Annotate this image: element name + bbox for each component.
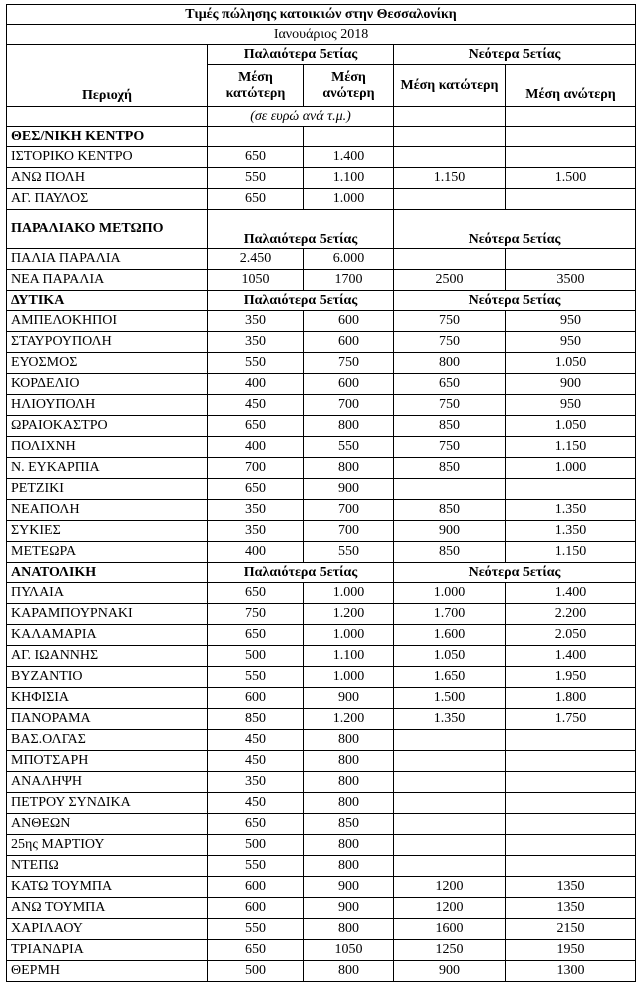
table-row bbox=[7, 688, 636, 709]
newer-avg-high: 1350 bbox=[506, 877, 636, 898]
area-name: ΑΝΑΛΗΨΗ bbox=[7, 772, 208, 793]
table-row bbox=[7, 772, 636, 793]
price-table bbox=[6, 4, 636, 982]
older-avg-low: 650 bbox=[208, 479, 304, 500]
newer-avg-high: 1.950 bbox=[506, 667, 636, 688]
older-avg-low: 550 bbox=[208, 353, 304, 374]
section-header-row bbox=[7, 563, 636, 583]
newer-avg-high: 900 bbox=[506, 374, 636, 395]
newer-avg-low: 1.600 bbox=[394, 625, 506, 646]
newer-avg-low bbox=[394, 730, 506, 751]
area-name: ΤΡΙΑΝΔΡΙΑ bbox=[7, 940, 208, 961]
table-row bbox=[7, 709, 636, 730]
newer-avg-low: 850 bbox=[394, 500, 506, 521]
area-name: ΧΑΡΙΛΑΟΥ bbox=[7, 919, 208, 940]
older-avg-low: 650 bbox=[208, 583, 304, 604]
newer-avg-high: 1.000 bbox=[506, 458, 636, 479]
newer-avg-low bbox=[394, 835, 506, 856]
newer-avg-high bbox=[506, 835, 636, 856]
table-row bbox=[7, 395, 636, 416]
newer-avg-high: 3500 bbox=[506, 270, 636, 291]
older-avg-low: 650 bbox=[208, 625, 304, 646]
older-avg-high: 800 bbox=[304, 458, 394, 479]
newer-avg-low: 1.650 bbox=[394, 667, 506, 688]
newer-avg-high: 2150 bbox=[506, 919, 636, 940]
older-avg-low: 750 bbox=[208, 604, 304, 625]
newer-avg-high-header: Μέση ανώτερη bbox=[506, 65, 636, 107]
table-row bbox=[7, 416, 636, 437]
older-avg-low: 600 bbox=[208, 688, 304, 709]
area-name: ΑΓ. ΠΑΥΛΟΣ bbox=[7, 189, 208, 210]
older-avg-high: 1.000 bbox=[304, 625, 394, 646]
older-avg-high-header: Μέση ανώτερη bbox=[304, 65, 394, 107]
newer-avg-low bbox=[394, 147, 506, 168]
older-avg-low: 400 bbox=[208, 374, 304, 395]
older-avg-high: 1.100 bbox=[304, 168, 394, 189]
area-name: ΒΑΣ.ΟΛΓΑΣ bbox=[7, 730, 208, 751]
newer-avg-high bbox=[506, 814, 636, 835]
older-avg-low: 550 bbox=[208, 667, 304, 688]
newer-avg-high: 1.400 bbox=[506, 646, 636, 667]
older-avg-high: 800 bbox=[304, 961, 394, 982]
newer-avg-high: 950 bbox=[506, 332, 636, 353]
area-name: ΚΑΤΩ ΤΟΥΜΠΑ bbox=[7, 877, 208, 898]
unit-note: (σε ευρώ ανά τ.μ.) bbox=[208, 107, 394, 127]
newer-avg-low: 1.050 bbox=[394, 646, 506, 667]
older-avg-high: 700 bbox=[304, 521, 394, 542]
older-avg-low: 500 bbox=[208, 835, 304, 856]
newer-avg-high: 950 bbox=[506, 395, 636, 416]
older-avg-low: 1050 bbox=[208, 270, 304, 291]
table-row bbox=[7, 646, 636, 667]
area-name: ΚΑΛΑΜΑΡΙΑ bbox=[7, 625, 208, 646]
newer-avg-high: 1.150 bbox=[506, 542, 636, 563]
newer-avg-high bbox=[506, 793, 636, 814]
table-row bbox=[7, 353, 636, 374]
newer-avg-high: 1350 bbox=[506, 898, 636, 919]
newer-avg-high: 1.800 bbox=[506, 688, 636, 709]
newer-avg-high: 1.400 bbox=[506, 583, 636, 604]
area-name: ΚΗΦΙΣΙΑ bbox=[7, 688, 208, 709]
newer-avg-high: 1950 bbox=[506, 940, 636, 961]
older-avg-high: 700 bbox=[304, 500, 394, 521]
area-name: ΑΓ. ΙΩΑΝΝΗΣ bbox=[7, 646, 208, 667]
older-avg-high: 6.000 bbox=[304, 249, 394, 270]
newer-avg-low: 1.700 bbox=[394, 604, 506, 625]
older-avg-low: 500 bbox=[208, 646, 304, 667]
newer-avg-low bbox=[394, 189, 506, 210]
table-row bbox=[7, 500, 636, 521]
empty-cell bbox=[208, 127, 304, 147]
newer-avg-high bbox=[506, 479, 636, 500]
newer-avg-low bbox=[394, 751, 506, 772]
section-name: ΔΥΤΙΚΑ bbox=[7, 291, 208, 311]
section-header-row bbox=[7, 210, 636, 249]
newer-avg-high: 2.050 bbox=[506, 625, 636, 646]
unit-spacer bbox=[394, 107, 506, 127]
older-avg-low: 650 bbox=[208, 189, 304, 210]
older-avg-low: 350 bbox=[208, 500, 304, 521]
older-avg-high: 1.000 bbox=[304, 189, 394, 210]
older-avg-low: 550 bbox=[208, 919, 304, 940]
section-older-label: Παλαιότερα 5ετίας bbox=[208, 563, 394, 583]
newer-avg-low: 1.000 bbox=[394, 583, 506, 604]
newer-avg-high: 1.050 bbox=[506, 353, 636, 374]
table-row bbox=[7, 249, 636, 270]
newer-avg-low: 1600 bbox=[394, 919, 506, 940]
older-avg-low: 500 bbox=[208, 961, 304, 982]
older-avg-high: 800 bbox=[304, 919, 394, 940]
newer-avg-high: 1.500 bbox=[506, 168, 636, 189]
older-avg-high: 900 bbox=[304, 898, 394, 919]
newer-avg-high bbox=[506, 772, 636, 793]
table-row bbox=[7, 793, 636, 814]
area-name: ΠΑΛΙΑ ΠΑΡΑΛΙΑ bbox=[7, 249, 208, 270]
newer-avg-low: 1.150 bbox=[394, 168, 506, 189]
newer-avg-low: 1.350 bbox=[394, 709, 506, 730]
area-name: ΠΕΤΡΟΥ ΣΥΝΔΙΚΑ bbox=[7, 793, 208, 814]
area-name: ΜΕΤΕΩΡΑ bbox=[7, 542, 208, 563]
newer-avg-low: 650 bbox=[394, 374, 506, 395]
newer-avg-high: 1300 bbox=[506, 961, 636, 982]
older-avg-low: 850 bbox=[208, 709, 304, 730]
older-avg-low: 600 bbox=[208, 877, 304, 898]
section-header-row bbox=[7, 291, 636, 311]
older-avg-low: 2.450 bbox=[208, 249, 304, 270]
empty-cell bbox=[394, 127, 506, 147]
newer-avg-high bbox=[506, 730, 636, 751]
older-avg-high: 550 bbox=[304, 437, 394, 458]
older-avg-high: 800 bbox=[304, 856, 394, 877]
older-avg-high: 550 bbox=[304, 542, 394, 563]
area-name: ΑΝΩ ΤΟΥΜΠΑ bbox=[7, 898, 208, 919]
table-row bbox=[7, 374, 636, 395]
area-name: ΒΥΖΑΝΤΙΟ bbox=[7, 667, 208, 688]
table-row bbox=[7, 521, 636, 542]
table-date: Ιανουάριος 2018 bbox=[7, 25, 636, 45]
older-avg-low: 350 bbox=[208, 311, 304, 332]
section-name: ΑΝΑΤΟΛΙΚΗ bbox=[7, 563, 208, 583]
older-avg-low: 400 bbox=[208, 542, 304, 563]
older-avg-high: 600 bbox=[304, 374, 394, 395]
newer-header: Νεότερα 5ετίας bbox=[394, 45, 636, 65]
unit-spacer bbox=[7, 107, 208, 127]
older-avg-high: 800 bbox=[304, 793, 394, 814]
newer-avg-low: 800 bbox=[394, 353, 506, 374]
newer-avg-low: 750 bbox=[394, 311, 506, 332]
newer-avg-low: 750 bbox=[394, 437, 506, 458]
table-row bbox=[7, 667, 636, 688]
newer-avg-high bbox=[506, 189, 636, 210]
newer-avg-low: 900 bbox=[394, 961, 506, 982]
older-avg-high: 750 bbox=[304, 353, 394, 374]
newer-avg-high bbox=[506, 751, 636, 772]
older-avg-low: 600 bbox=[208, 898, 304, 919]
table-row bbox=[7, 311, 636, 332]
newer-avg-high bbox=[506, 856, 636, 877]
older-header: Παλαιότερα 5ετίας bbox=[208, 45, 394, 65]
older-avg-high: 600 bbox=[304, 332, 394, 353]
newer-avg-high: 1.350 bbox=[506, 500, 636, 521]
table-row bbox=[7, 898, 636, 919]
newer-avg-low: 750 bbox=[394, 395, 506, 416]
section-header-row bbox=[7, 127, 636, 147]
older-avg-low: 350 bbox=[208, 332, 304, 353]
section-newer-label: Νεότερα 5ετίας bbox=[394, 210, 636, 249]
older-avg-low: 700 bbox=[208, 458, 304, 479]
table-row bbox=[7, 877, 636, 898]
older-avg-low: 650 bbox=[208, 416, 304, 437]
area-name: ΠΥΛΑΙΑ bbox=[7, 583, 208, 604]
table-row bbox=[7, 189, 636, 210]
newer-avg-low bbox=[394, 772, 506, 793]
newer-avg-high: 950 bbox=[506, 311, 636, 332]
table-row bbox=[7, 147, 636, 168]
area-name: ΑΝΘΕΩΝ bbox=[7, 814, 208, 835]
older-avg-high: 1.000 bbox=[304, 667, 394, 688]
older-avg-low: 400 bbox=[208, 437, 304, 458]
older-avg-high: 1700 bbox=[304, 270, 394, 291]
newer-avg-high: 1.750 bbox=[506, 709, 636, 730]
area-name: ΚΟΡΔΕΛΙΟ bbox=[7, 374, 208, 395]
area-name: 25ης ΜΑΡΤΙΟΥ bbox=[7, 835, 208, 856]
newer-avg-low bbox=[394, 814, 506, 835]
table-row bbox=[7, 604, 636, 625]
area-name: ΣΤΑΥΡΟΥΠΟΛΗ bbox=[7, 332, 208, 353]
newer-avg-low: 850 bbox=[394, 458, 506, 479]
area-name: ΝΕΑ ΠΑΡΑΛΙΑ bbox=[7, 270, 208, 291]
area-name: ΣΥΚΙΕΣ bbox=[7, 521, 208, 542]
older-avg-low: 650 bbox=[208, 940, 304, 961]
older-avg-low: 650 bbox=[208, 147, 304, 168]
older-avg-high: 850 bbox=[304, 814, 394, 835]
older-avg-high: 1.200 bbox=[304, 709, 394, 730]
area-name: ΩΡΑΙΟΚΑΣΤΡΟ bbox=[7, 416, 208, 437]
table-row bbox=[7, 437, 636, 458]
table-row bbox=[7, 961, 636, 982]
newer-avg-low: 1.500 bbox=[394, 688, 506, 709]
newer-avg-high: 2.200 bbox=[506, 604, 636, 625]
newer-avg-low: 750 bbox=[394, 332, 506, 353]
table-row bbox=[7, 625, 636, 646]
older-avg-low: 350 bbox=[208, 521, 304, 542]
older-avg-low: 450 bbox=[208, 793, 304, 814]
area-name: ΙΣΤΟΡΙΚΟ ΚΕΝΤΡΟ bbox=[7, 147, 208, 168]
older-avg-high: 800 bbox=[304, 751, 394, 772]
region-header: Περιοχή bbox=[7, 45, 208, 107]
newer-avg-high: 1.050 bbox=[506, 416, 636, 437]
table-row bbox=[7, 542, 636, 563]
table-row bbox=[7, 835, 636, 856]
newer-avg-low: 2500 bbox=[394, 270, 506, 291]
older-avg-low-header: Μέση κατώτερη bbox=[208, 65, 304, 107]
older-avg-high: 900 bbox=[304, 479, 394, 500]
newer-avg-low bbox=[394, 249, 506, 270]
area-name: ΑΝΩ ΠΟΛΗ bbox=[7, 168, 208, 189]
section-name: ΘΕΣ/ΝΙΚΗ ΚΕΝΤΡΟ bbox=[7, 127, 208, 147]
section-newer-label: Νεότερα 5ετίας bbox=[394, 291, 636, 311]
table-row bbox=[7, 479, 636, 500]
section-older-label: Παλαιότερα 5ετίας bbox=[208, 291, 394, 311]
area-name: ΠΑΝΟΡΑΜΑ bbox=[7, 709, 208, 730]
newer-avg-low bbox=[394, 856, 506, 877]
older-avg-high: 800 bbox=[304, 772, 394, 793]
older-avg-low: 450 bbox=[208, 395, 304, 416]
table-title: Τιμές πώλησης κατοικιών στην Θεσσαλονίκη bbox=[7, 5, 636, 25]
table-row bbox=[7, 458, 636, 479]
newer-avg-low: 900 bbox=[394, 521, 506, 542]
newer-avg-low bbox=[394, 479, 506, 500]
table-row bbox=[7, 332, 636, 353]
newer-avg-high bbox=[506, 249, 636, 270]
older-avg-low: 550 bbox=[208, 168, 304, 189]
newer-avg-low bbox=[394, 793, 506, 814]
older-avg-low: 350 bbox=[208, 772, 304, 793]
section-name: ΠΑΡΑΛΙΑΚΟ ΜΕΤΩΠΟ bbox=[7, 210, 208, 249]
older-avg-low: 650 bbox=[208, 814, 304, 835]
older-avg-high: 1.400 bbox=[304, 147, 394, 168]
table-row bbox=[7, 940, 636, 961]
table-row bbox=[7, 168, 636, 189]
newer-avg-low: 850 bbox=[394, 416, 506, 437]
table-row bbox=[7, 919, 636, 940]
newer-avg-high: 1.350 bbox=[506, 521, 636, 542]
area-name: Ν. ΕΥΚΑΡΠΙΑ bbox=[7, 458, 208, 479]
section-older-label: Παλαιότερα 5ετίας bbox=[208, 210, 394, 249]
older-avg-low: 550 bbox=[208, 856, 304, 877]
older-avg-high: 1.100 bbox=[304, 646, 394, 667]
older-avg-high: 1.200 bbox=[304, 604, 394, 625]
older-avg-high: 800 bbox=[304, 835, 394, 856]
newer-avg-low: 1250 bbox=[394, 940, 506, 961]
older-avg-high: 900 bbox=[304, 877, 394, 898]
newer-avg-low: 850 bbox=[394, 542, 506, 563]
area-name: ΠΟΛΙΧΝΗ bbox=[7, 437, 208, 458]
older-avg-high: 700 bbox=[304, 395, 394, 416]
area-name: ΚΑΡΑΜΠΟΥΡΝΑΚΙ bbox=[7, 604, 208, 625]
area-name: ΜΠΟΤΣΑΡΗ bbox=[7, 751, 208, 772]
area-name: ΝΤΕΠΩ bbox=[7, 856, 208, 877]
older-avg-high: 1.000 bbox=[304, 583, 394, 604]
newer-avg-low: 1200 bbox=[394, 898, 506, 919]
newer-avg-low-header: Μέση κατώτερη bbox=[394, 65, 506, 107]
table-row bbox=[7, 730, 636, 751]
newer-avg-low: 1200 bbox=[394, 877, 506, 898]
empty-cell bbox=[304, 127, 394, 147]
unit-spacer bbox=[506, 107, 636, 127]
area-name: ΗΛΙΟΥΠΟΛΗ bbox=[7, 395, 208, 416]
older-avg-high: 800 bbox=[304, 416, 394, 437]
table-row bbox=[7, 751, 636, 772]
older-avg-high: 1050 bbox=[304, 940, 394, 961]
table-row bbox=[7, 856, 636, 877]
section-newer-label: Νεότερα 5ετίας bbox=[394, 563, 636, 583]
table-row bbox=[7, 583, 636, 604]
older-avg-low: 450 bbox=[208, 730, 304, 751]
area-name: ΘΕΡΜΗ bbox=[7, 961, 208, 982]
area-name: ΑΜΠΕΛΟΚΗΠΟΙ bbox=[7, 311, 208, 332]
table-row bbox=[7, 814, 636, 835]
older-avg-low: 450 bbox=[208, 751, 304, 772]
table-row bbox=[7, 270, 636, 291]
newer-avg-high: 1.150 bbox=[506, 437, 636, 458]
empty-cell bbox=[506, 127, 636, 147]
area-name: ΡΕΤΖΙΚΙ bbox=[7, 479, 208, 500]
area-name: ΝΕΑΠΟΛΗ bbox=[7, 500, 208, 521]
older-avg-high: 900 bbox=[304, 688, 394, 709]
newer-avg-high bbox=[506, 147, 636, 168]
area-name: ΕΥΟΣΜΟΣ bbox=[7, 353, 208, 374]
older-avg-high: 600 bbox=[304, 311, 394, 332]
older-avg-high: 800 bbox=[304, 730, 394, 751]
